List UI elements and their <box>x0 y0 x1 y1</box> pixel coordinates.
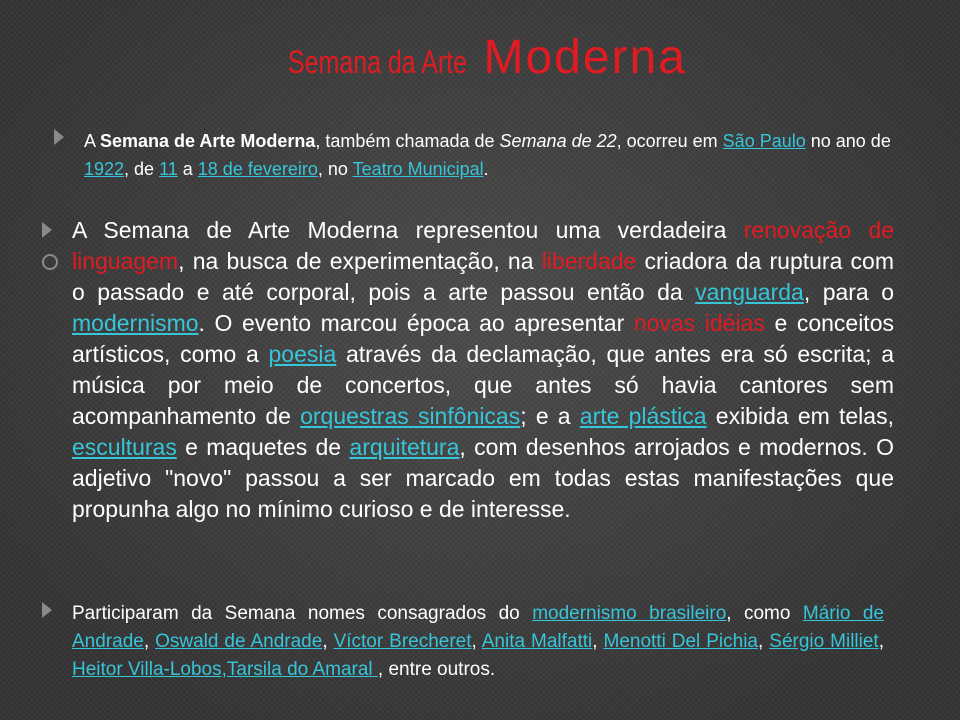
text: , no <box>317 159 353 179</box>
highlight-renovacao: renovação de linguagem <box>72 217 894 274</box>
italic-term: Semana de 22 <box>499 131 617 151</box>
link-anita-malfatti[interactable]: Anita Malfatti <box>481 631 593 652</box>
link-menotti-del-pichia[interactable]: Menotti Del Pichia <box>603 631 759 652</box>
text: A <box>84 131 101 151</box>
link-modernismo-brasileiro[interactable]: modernismo brasileiro <box>532 603 727 624</box>
text: , <box>592 631 604 652</box>
text: ; e a <box>520 403 580 429</box>
bullet-arrow-icon <box>42 222 52 238</box>
bullet-arrow-icon <box>54 129 64 145</box>
text: . O evento marcou época ao apresentar <box>198 310 634 336</box>
link-poesia[interactable]: poesia <box>268 341 337 367</box>
link-arquitetura[interactable]: arquitetura <box>349 434 460 460</box>
text: , na busca de experimentação, na <box>178 248 542 274</box>
link-1922[interactable]: 1922 <box>84 159 125 179</box>
text: , <box>143 631 156 652</box>
text: através da declamação, que antes era só escrita; a música por meio de concertos, que antes só havia cantores sem acompanhamento de <box>72 341 894 429</box>
participants-paragraph <box>72 600 884 684</box>
highlight-novas-ideias: novas idéias <box>633 310 765 336</box>
link-modernismo[interactable]: modernismo <box>72 310 199 336</box>
slide-title <box>288 31 687 84</box>
link-vanguarda[interactable]: vanguarda <box>695 279 804 305</box>
text: , como <box>726 603 803 624</box>
body-paragraph <box>72 215 894 525</box>
text: A Semana de Arte Moderna representou uma verdadeira <box>72 217 744 243</box>
link-oswald-de-andrade[interactable]: Oswald de Andrade <box>155 631 323 652</box>
link-sergio-milliet[interactable]: Sérgio Milliet <box>769 631 879 652</box>
title-part-1: Semana da Arte <box>288 44 467 80</box>
link-arte-plastica[interactable]: arte plástica <box>579 403 707 429</box>
bullet-circle-icon <box>42 254 58 270</box>
link-sao-paulo[interactable]: São Paulo <box>722 131 806 151</box>
text: e conceitos artísticos, como a <box>72 310 894 367</box>
intro-paragraph <box>84 127 894 183</box>
title-part-2: Moderna <box>483 31 687 84</box>
text: , <box>322 631 334 652</box>
link-esculturas[interactable]: esculturas <box>72 434 177 460</box>
text: e maquetes de <box>176 434 350 460</box>
link-11[interactable]: 11 <box>159 159 178 179</box>
text: , de <box>124 159 160 179</box>
text: , <box>878 631 884 652</box>
link-victor-brecheret[interactable]: Víctor Brecheret <box>333 631 472 652</box>
text: . <box>483 159 489 179</box>
text: , com desenhos arrojados e modernos. O adjetivo "novo" passou a ser marcado em todas estas manifestações que propunha algo no mínimo curioso e de interesse. <box>72 434 894 522</box>
text: , entre outros. <box>377 659 496 680</box>
text: , <box>471 631 482 652</box>
text: exibida em telas, <box>706 403 894 429</box>
link-orquestras-sinfonicas[interactable]: orquestras sinfônicas <box>300 403 521 429</box>
text: , ocorreu em <box>616 131 723 151</box>
text: , para o <box>803 279 894 305</box>
text: Participaram da Semana nomes consagrados do <box>72 603 533 624</box>
text: no ano de <box>805 131 891 151</box>
link-teatro-municipal[interactable]: Teatro Municipal <box>352 159 484 179</box>
highlight-liberdade: liberdade <box>541 248 637 274</box>
link-mario-de-andrade[interactable]: Mário de Andrade <box>72 603 884 652</box>
text: criadora da ruptura com o passado e até corporal, pois a arte passou então da <box>72 248 894 305</box>
link-heitor-villa-lobos-tarsila-do-amaral[interactable]: Heitor Villa-Lobos,Tarsila do Amaral <box>72 659 378 680</box>
bold-term: Semana de Arte Moderna <box>100 131 316 151</box>
link-18-de-fevereiro[interactable]: 18 de fevereiro <box>197 159 318 179</box>
bullet-arrow-icon <box>42 602 52 618</box>
text: a <box>177 159 198 179</box>
text: , <box>758 631 770 652</box>
text: , também chamada de <box>315 131 500 151</box>
